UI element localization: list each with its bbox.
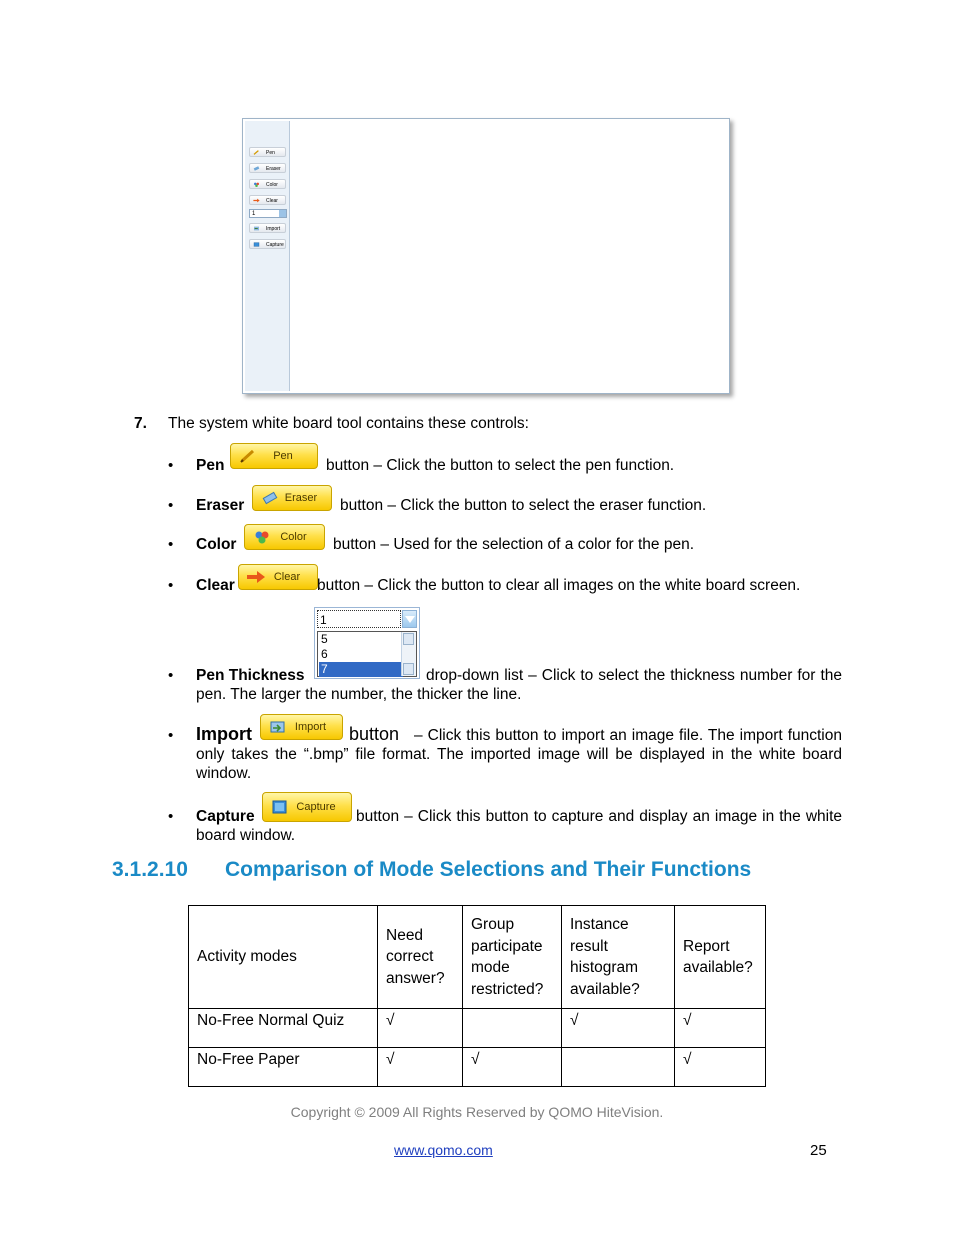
- table-header: Group participate mode restricted?: [463, 906, 562, 1009]
- mini-clear-button[interactable]: Clear: [249, 195, 286, 205]
- table-cell: √: [675, 1009, 766, 1048]
- control-name: Capture: [196, 808, 255, 825]
- table-cell: [463, 1009, 562, 1048]
- import-button-word: button: [349, 724, 400, 744]
- bullet: •: [168, 727, 174, 744]
- chevron-down-icon[interactable]: [402, 610, 417, 628]
- capture-icon: [253, 242, 260, 247]
- table-row: [189, 1009, 766, 1048]
- bullet: •: [168, 577, 174, 594]
- table-cell: √: [378, 1048, 463, 1087]
- scroll-up-icon[interactable]: [403, 633, 414, 645]
- chevron-down-icon: [279, 210, 286, 217]
- table-header: Need correct answer?: [378, 906, 463, 1009]
- eraser-button[interactable]: Eraser: [252, 485, 332, 511]
- bullet: •: [168, 457, 174, 474]
- bullet: •: [168, 808, 174, 825]
- mini-thickness-select[interactable]: 1: [249, 209, 287, 218]
- import-description: – Click this button to import an image file. The import function only takes the “.bmp” file format. The imported image will be displayed in the white board window.: [196, 727, 842, 782]
- table-header: Report available?: [675, 906, 766, 1009]
- color-description: button – Used for the selection of a color for the pen.: [333, 536, 695, 553]
- bullet: •: [168, 497, 174, 514]
- table-cell: √: [675, 1048, 766, 1087]
- control-name: Eraser: [196, 497, 245, 514]
- pen-button[interactable]: Pen: [230, 443, 318, 469]
- control-thickness-name: Pen Thickness: [196, 667, 305, 684]
- clear-description: button – Click the button to clear all images on the white board screen.: [317, 577, 801, 594]
- table-cell: [562, 1048, 675, 1087]
- section-number: 3.1.2.10: [112, 858, 188, 881]
- table-header-row: [189, 906, 766, 1009]
- control-color: [196, 535, 236, 554]
- control-pen: [196, 456, 224, 475]
- table-cell: √: [562, 1009, 675, 1048]
- thickness-option[interactable]: 6: [321, 647, 328, 661]
- whiteboard-canvas[interactable]: [290, 121, 727, 391]
- capture-button[interactable]: Capture: [262, 792, 352, 822]
- table-cell: No-Free Paper: [189, 1048, 378, 1087]
- mini-capture-button[interactable]: Capture: [249, 239, 286, 249]
- clear-arrow-icon: [253, 198, 260, 203]
- color-button[interactable]: Color: [244, 524, 325, 550]
- import-icon: [253, 226, 260, 231]
- control-eraser: [196, 496, 244, 515]
- capture-description: button – Click this button to capture and display an image in the white board window.: [196, 808, 842, 844]
- website-link[interactable]: www.qomo.com: [394, 1142, 493, 1158]
- section-heading: [112, 858, 751, 882]
- thickness-option[interactable]: 5: [321, 632, 328, 646]
- control-name: Color: [196, 536, 237, 553]
- mini-pen-button[interactable]: Pen: [249, 147, 286, 157]
- eraser-icon: [253, 166, 260, 171]
- whiteboard-screenshot: [242, 118, 730, 394]
- eraser-description: button – Click the button to select the eraser function.: [340, 497, 707, 514]
- table-cell: √: [378, 1009, 463, 1048]
- control-import-name: Import: [196, 724, 252, 744]
- thickness-option-selected[interactable]: 7: [319, 662, 403, 677]
- color-palette-icon: [253, 182, 260, 187]
- control-name: Clear: [196, 577, 235, 594]
- whiteboard-toolbar: [245, 121, 290, 391]
- mini-eraser-button[interactable]: Eraser: [249, 163, 286, 173]
- control-name: Pen: [196, 457, 225, 474]
- page-number: 25: [810, 1142, 827, 1159]
- table-cell: No-Free Normal Quiz: [189, 1009, 378, 1048]
- thickness-description: drop-down list – Click to select the thickness number for the pen. The larger the number, the thicker the line.: [196, 667, 842, 703]
- table-header: Activity modes: [189, 906, 378, 1009]
- mini-import-button[interactable]: Import: [249, 223, 286, 233]
- pen-icon: [253, 150, 260, 155]
- thickness-selected-value[interactable]: 1: [317, 610, 401, 628]
- section-title: Comparison of Mode Selections and Their Functions: [225, 858, 752, 881]
- list-number: 7.: [134, 415, 147, 432]
- copyright-footer: Copyright © 2009 All Rights Reserved by QOMO HiteVision.: [290, 1104, 664, 1120]
- table-cell: √: [463, 1048, 562, 1087]
- pen-description: button – Click the button to select the pen function.: [326, 457, 675, 474]
- bullet: •: [168, 667, 174, 684]
- control-clear: [196, 576, 235, 595]
- bullet: •: [168, 536, 174, 553]
- clear-button[interactable]: Clear: [238, 564, 318, 590]
- import-button[interactable]: Import: [260, 714, 343, 740]
- intro-text: The system white board tool contains these controls:: [168, 415, 529, 432]
- table-row: [189, 1048, 766, 1087]
- mini-color-button[interactable]: Color: [249, 179, 286, 189]
- table-header: Instance result histogram available?: [562, 906, 675, 1009]
- comparison-table: [188, 905, 766, 1087]
